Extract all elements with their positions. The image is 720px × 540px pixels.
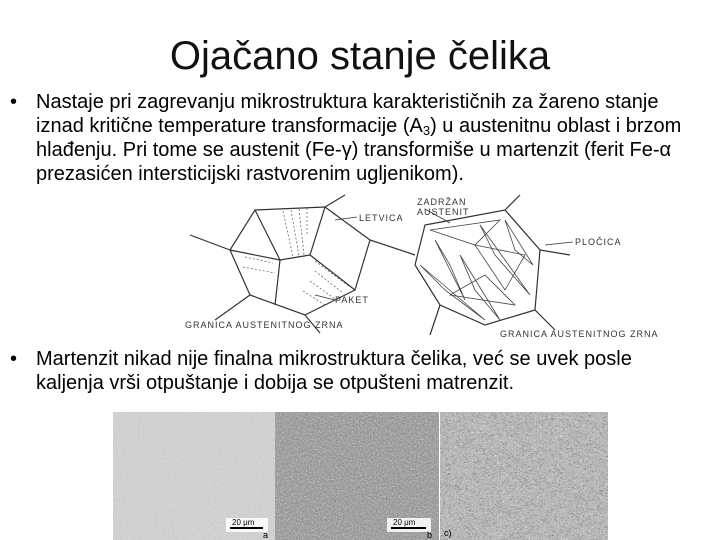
bullet-1-part-2: ) u austenitnu oblast i brzom hlađenju. Pri tome se austenit (Fe-γ) transformiše u martenzit (ferit Fe-α prezasićen intersticijski rastvorenim ugljenikom).: [36, 115, 682, 185]
micrograph-tag-c: c): [444, 528, 452, 538]
label-granica-left: GRANICA AUSTENITNOG ZRNA: [185, 320, 344, 330]
bullet-2-part-1: Martenzit nikad nije finalna mikrostruktura čelika, već se uvek posle kaljenja vrši otpuštanje i dobija se otpušteni matrenzit.: [36, 348, 632, 394]
label-plocica: PLOČICA: [575, 237, 622, 247]
label-zadrzan: ZADRŽAN: [417, 197, 467, 207]
label-austenit: AUSTENIT: [417, 207, 470, 217]
micrograph-tag-a: a: [263, 530, 269, 540]
lath-martensite-diagram: [185, 195, 420, 335]
bullet-dot: •: [10, 348, 18, 370]
label-granica-right: GRANICA AUSTENITNOG ZRNA: [500, 329, 659, 339]
bullet-2-text: [36, 347, 700, 395]
micrograph-tag-b: b: [427, 530, 433, 540]
slide-title: Ojačano stanje čelika: [169, 34, 551, 78]
scale-bar-b: 20 μm: [393, 518, 416, 527]
micrograph-a: [113, 412, 275, 540]
micrograph-b: [275, 412, 439, 540]
martensite-plates: [420, 220, 533, 320]
bullet-1-subscript: 3: [422, 123, 431, 138]
austenite-grain-outline-right: [415, 210, 540, 325]
label-letvica: LETVICA: [359, 213, 404, 223]
plate-martensite-diagram: [405, 195, 659, 340]
label-paket: PAKET: [335, 295, 369, 305]
lath-hatching: [243, 208, 350, 305]
bullet-dot: •: [10, 91, 18, 113]
bullet-1-part-1: Nastaje pri zagrevanju mikrostruktura karakterističnih za žareno stanje iznad kritične temperature transformacije (A: [36, 91, 659, 137]
bullet-1-text: [36, 90, 700, 186]
scale-bar-a: 20 μm: [232, 518, 255, 527]
micrograph-c: [440, 412, 608, 540]
